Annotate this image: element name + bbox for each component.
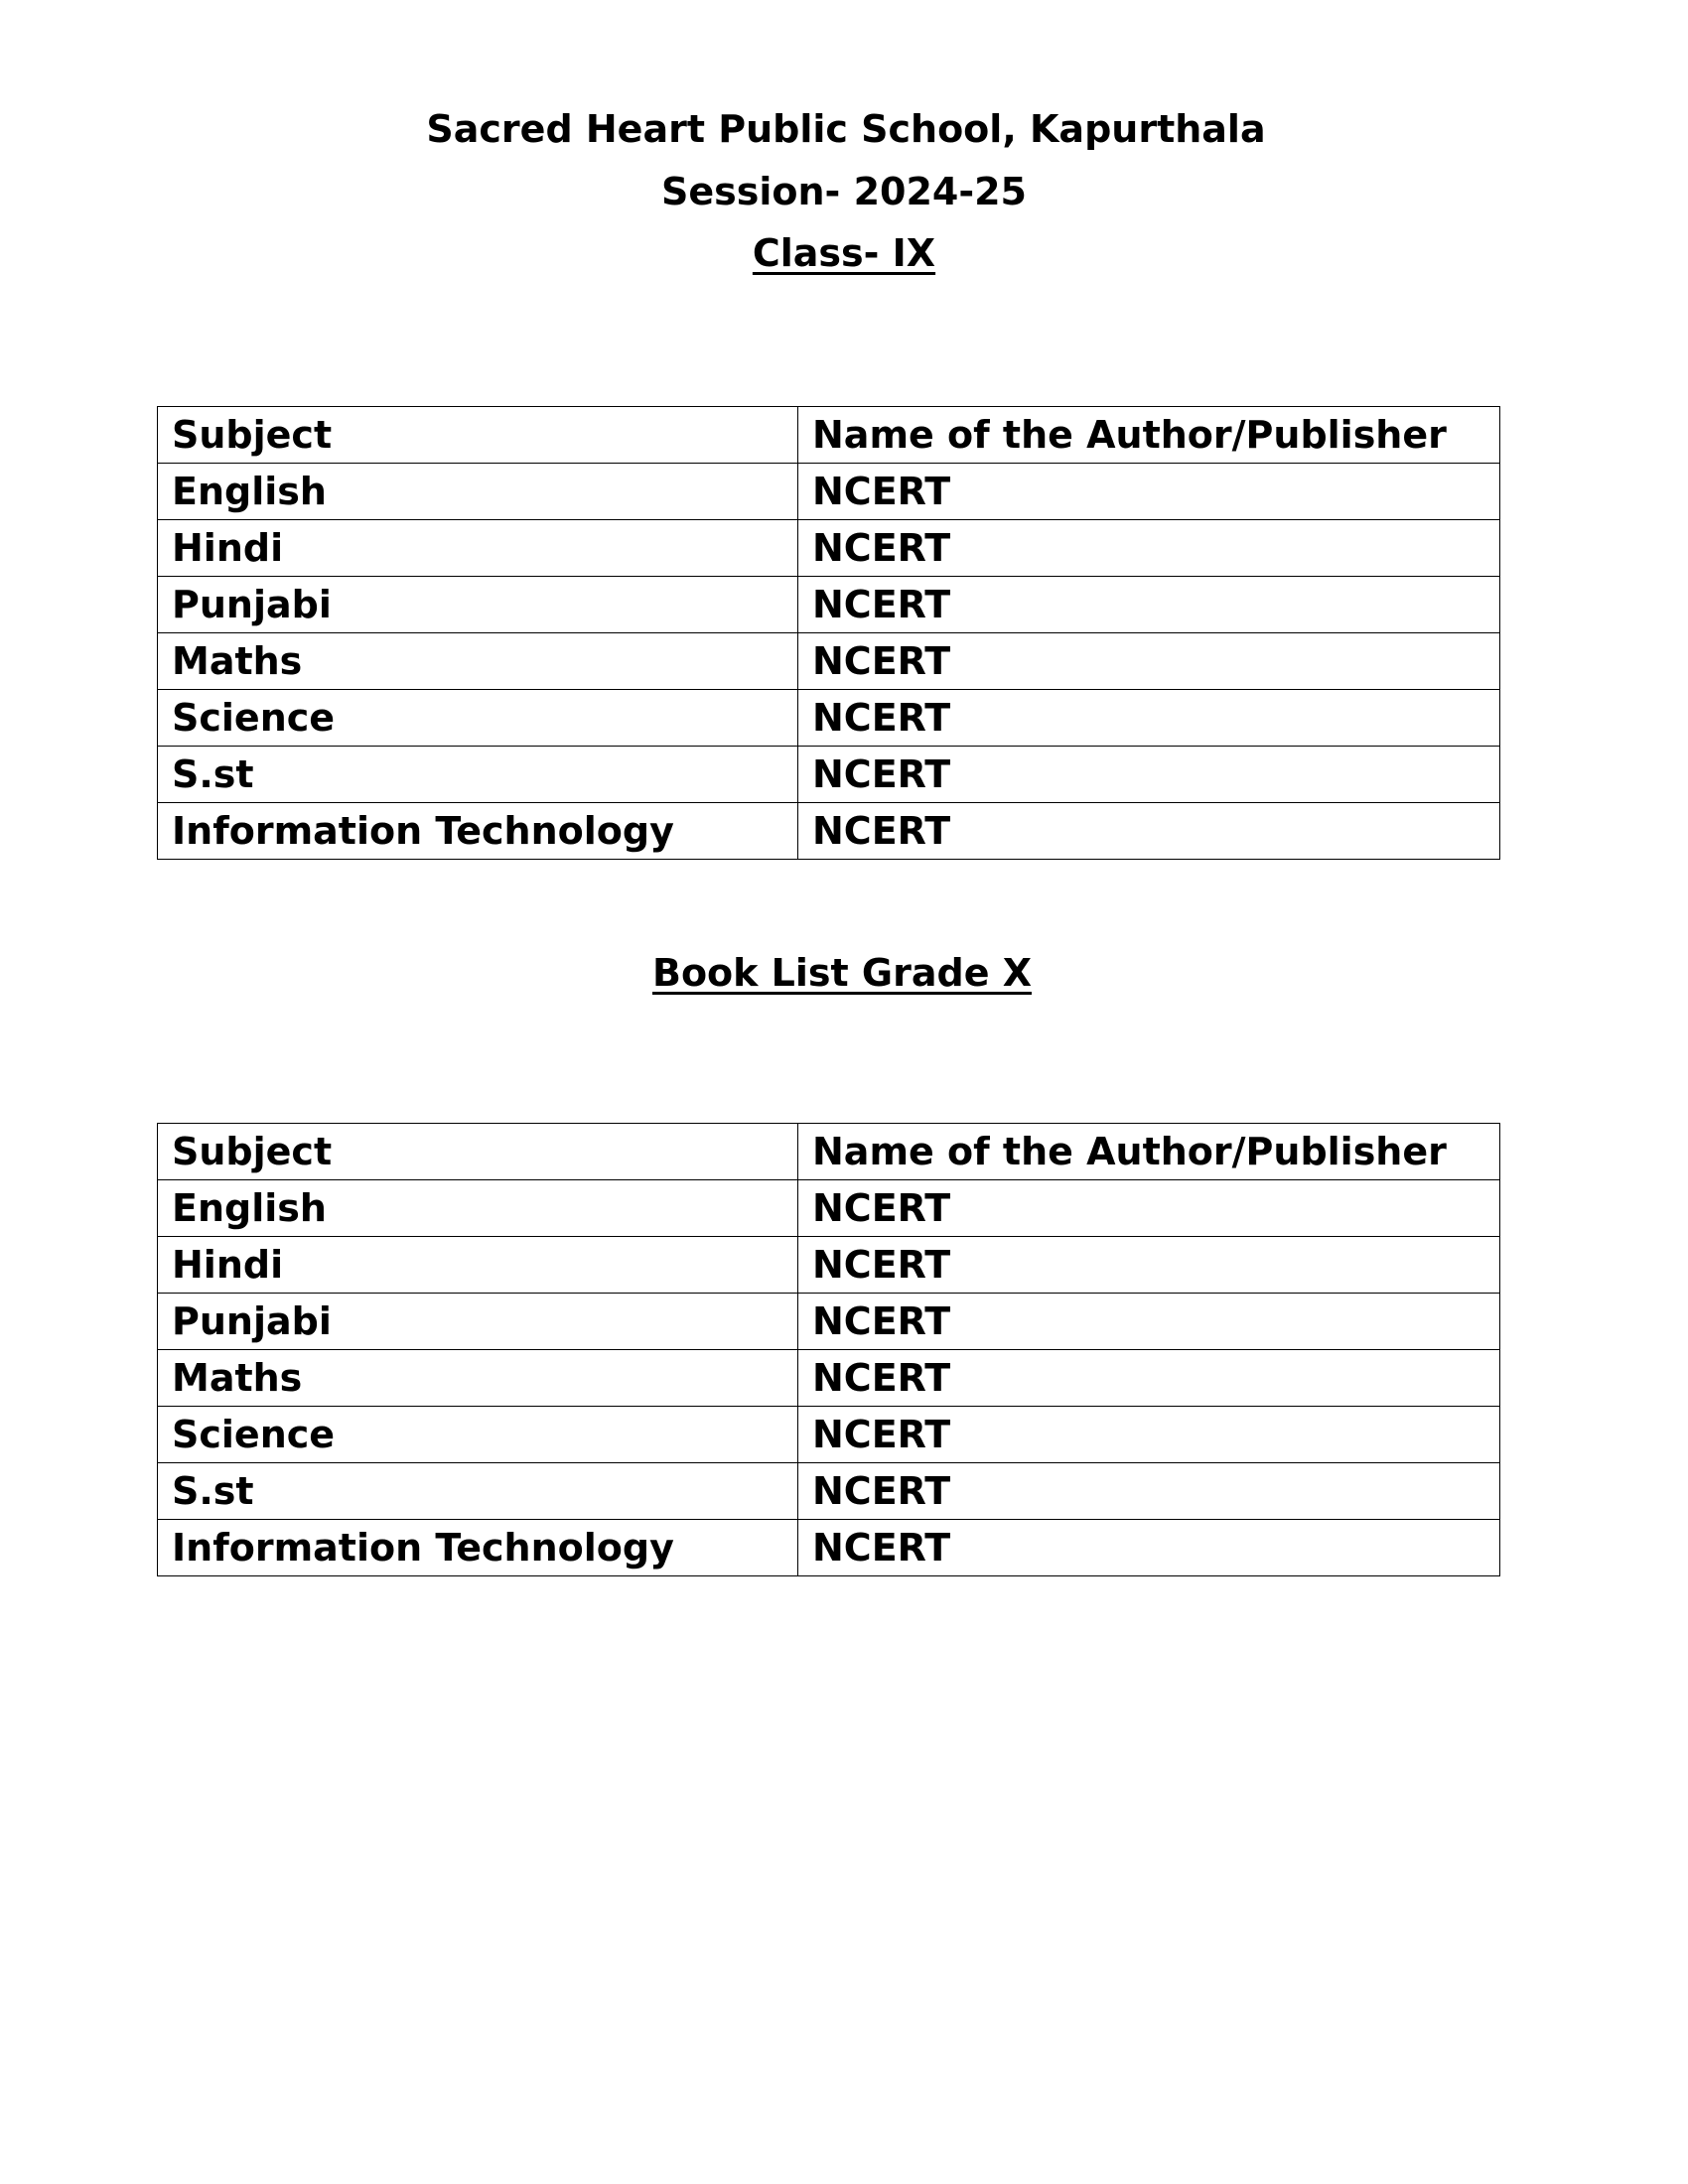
table-row [158, 690, 1500, 747]
subject-cell: S.st [158, 747, 798, 803]
table-row [158, 1180, 1500, 1237]
subject-cell: Science [158, 690, 798, 747]
subject-cell: Information Technology [158, 1520, 798, 1576]
table-row [158, 1407, 1500, 1463]
publisher-cell: NCERT [798, 1180, 1500, 1237]
publisher-cell: NCERT [798, 1520, 1500, 1576]
table-header-row [158, 407, 1500, 464]
table-row [158, 1463, 1500, 1520]
publisher-cell: NCERT [798, 577, 1500, 633]
class-title-text: Class- IX [752, 231, 936, 275]
table-row [158, 1237, 1500, 1294]
subject-cell: Hindi [158, 520, 798, 577]
publisher-cell: NCERT [798, 520, 1500, 577]
table-row [158, 803, 1500, 860]
table-row [158, 577, 1500, 633]
subject-cell: Punjabi [158, 577, 798, 633]
table-header-row [158, 1124, 1500, 1180]
publisher-cell: NCERT [798, 464, 1500, 520]
session-title: Session- 2024-25 [661, 170, 1027, 213]
subject-cell: Maths [158, 1350, 798, 1407]
table-row [158, 464, 1500, 520]
subject-cell: English [158, 464, 798, 520]
grade-x-title [0, 948, 1686, 998]
publisher-cell: NCERT [798, 747, 1500, 803]
publisher-cell: NCERT [798, 1237, 1500, 1294]
table-row [158, 1294, 1500, 1350]
publisher-cell: NCERT [798, 690, 1500, 747]
publisher-cell: NCERT [798, 1294, 1500, 1350]
grade-x-book-table [157, 1123, 1500, 1576]
subject-cell: Maths [158, 633, 798, 690]
publisher-column-header: Name of the Author/Publisher [798, 1124, 1500, 1180]
school-name: Sacred Heart Public School, Kapurthala [426, 107, 1266, 151]
subject-column-header: Subject [158, 407, 798, 464]
class-title [0, 228, 1688, 278]
subject-column-header: Subject [158, 1124, 798, 1180]
subject-cell: Punjabi [158, 1294, 798, 1350]
table-row [158, 1350, 1500, 1407]
subject-cell: Information Technology [158, 803, 798, 860]
table-row [158, 747, 1500, 803]
subject-cell: Science [158, 1407, 798, 1463]
class-ix-book-table [157, 406, 1500, 860]
publisher-cell: NCERT [798, 1463, 1500, 1520]
subject-cell: S.st [158, 1463, 798, 1520]
subject-cell: Hindi [158, 1237, 798, 1294]
publisher-column-header: Name of the Author/Publisher [798, 407, 1500, 464]
publisher-cell: NCERT [798, 803, 1500, 860]
publisher-cell: NCERT [798, 1350, 1500, 1407]
table-row [158, 633, 1500, 690]
publisher-cell: NCERT [798, 1407, 1500, 1463]
publisher-cell: NCERT [798, 633, 1500, 690]
subject-cell: English [158, 1180, 798, 1237]
table-row [158, 520, 1500, 577]
table-row [158, 1520, 1500, 1576]
grade-x-title-text: Book List Grade X [651, 951, 1032, 995]
